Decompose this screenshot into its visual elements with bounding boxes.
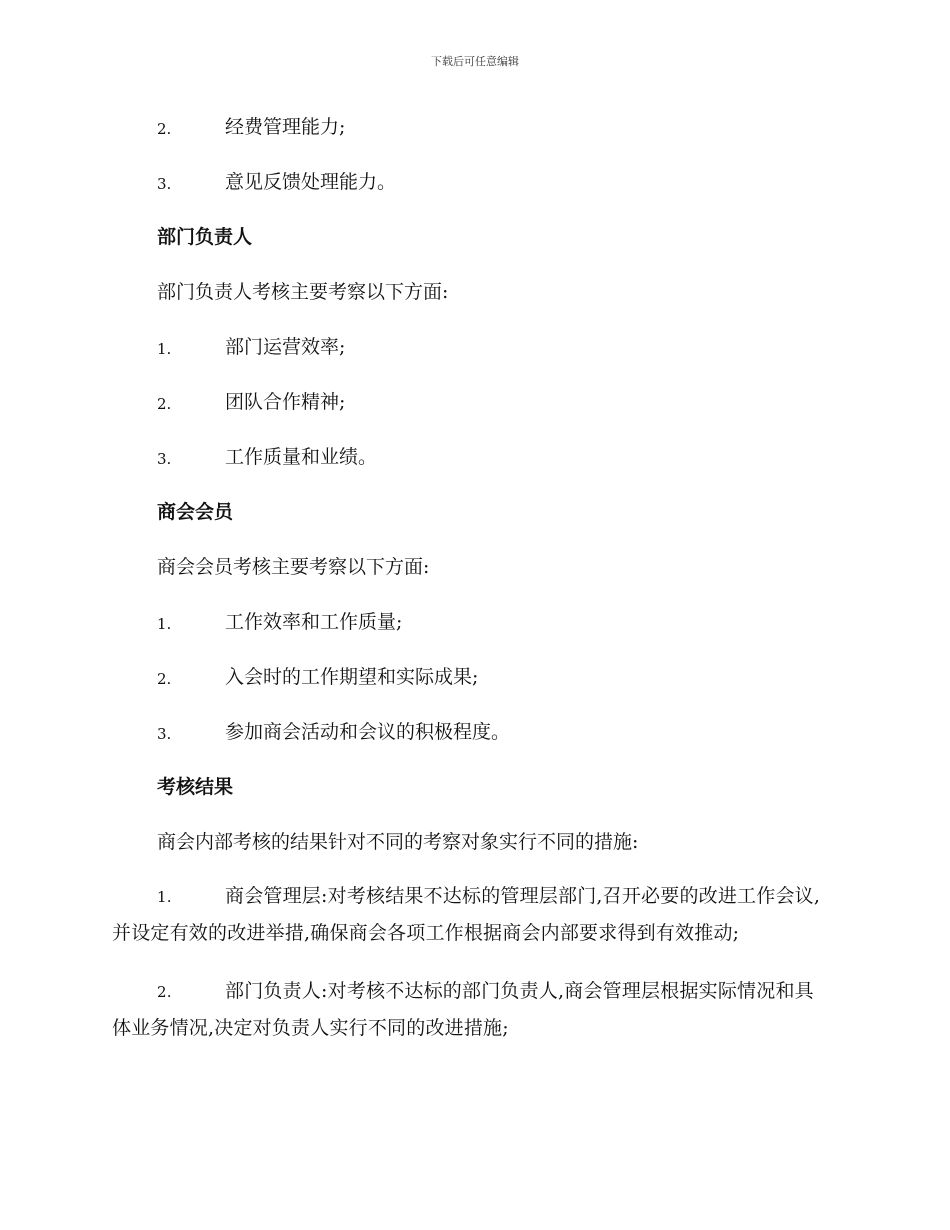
result-item: [112, 878, 832, 973]
list-number: 3.: [157, 175, 172, 193]
section-heading-member: 商会会员: [157, 501, 234, 523]
list-text: 入会时的工作期望和实际成果;: [225, 666, 479, 688]
list-number: 2.: [157, 120, 172, 138]
list-text: 意见反馈处理能力。: [225, 171, 397, 193]
section-intro-result: 商会内部考核的结果针对不同的考察对象实行不同的措施:: [157, 831, 639, 853]
list-item: [112, 108, 832, 163]
list-text: 部门负责人:对考核不达标的部门负责人,商会管理层根据实际情况和具体业务情况,决定对负责人实行不同的改进措施;: [112, 980, 814, 1039]
list-item: [112, 603, 832, 658]
list-number: 1.: [157, 615, 172, 633]
list-number: 1.: [157, 888, 172, 906]
list-number: 2.: [157, 983, 172, 1001]
list-text: 经费管理能力;: [225, 116, 346, 138]
list-item: [112, 163, 832, 218]
result-item: [112, 973, 832, 1068]
section-intro-dept: 部门负责人考核主要考察以下方面:: [157, 281, 449, 303]
list-item: [112, 713, 832, 768]
list-text: 工作质量和业绩。: [225, 446, 378, 468]
list-number: 1.: [157, 340, 172, 358]
list-text: 工作效率和工作质量;: [225, 611, 403, 633]
section-heading-result: 考核结果: [157, 776, 234, 798]
section-intro-member: 商会会员考核主要考察以下方面:: [157, 556, 430, 578]
list-number: 3.: [157, 725, 172, 743]
list-number: 2.: [157, 395, 172, 413]
list-item: [112, 383, 832, 438]
list-text: 参加商会活动和会议的积极程度。: [225, 721, 511, 743]
list-item: [112, 658, 832, 713]
list-item: [112, 328, 832, 383]
list-number: 2.: [157, 670, 172, 688]
section-heading-dept: 部门负责人: [157, 226, 253, 248]
list-number: 3.: [157, 450, 172, 468]
list-text: 团队合作精神;: [225, 391, 346, 413]
list-text: 部门运营效率;: [225, 336, 346, 358]
list-text: 商会管理层:对考核结果不达标的管理层部门,召开必要的改进工作会议,并设定有效的改进举措,确保商会各项工作根据商会内部要求得到有效推动;: [112, 885, 821, 944]
document-body: [112, 108, 832, 1068]
list-item: [112, 438, 832, 493]
page-header: 下载后可任意编辑: [431, 55, 519, 68]
